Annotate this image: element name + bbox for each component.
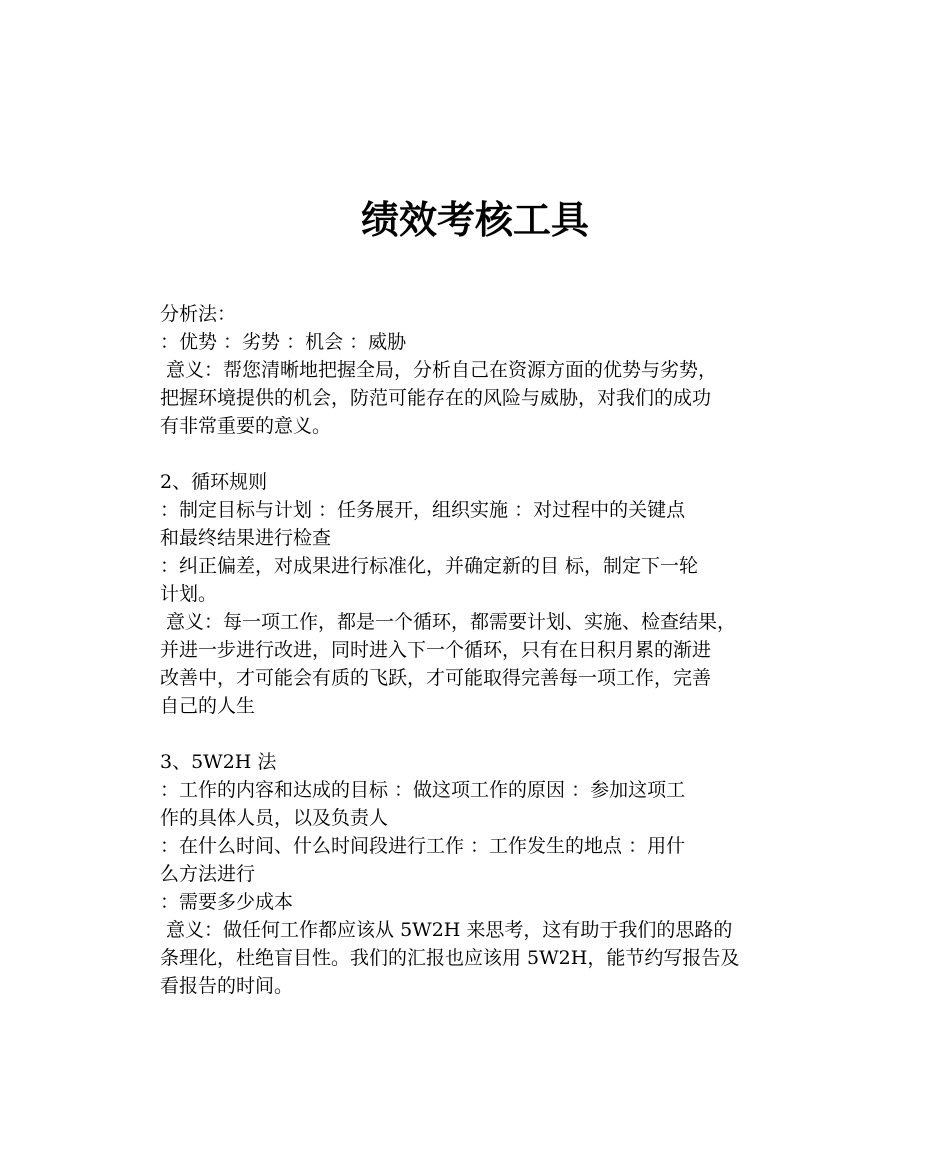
section-cycle-rule (160, 468, 800, 720)
section-items: 么方法进行 (160, 863, 256, 885)
section-swot (160, 300, 800, 440)
meaning-text: 有非常重要的意义。 (160, 415, 332, 437)
section-items: 作的具体人员，以及负责人 (160, 807, 389, 829)
section-5w2h (160, 748, 800, 1000)
paragraph-spacer (160, 440, 800, 468)
section-items: 计划。 (160, 583, 218, 605)
meaning-text: 把握环境提供的机会，防范可能存在的风险与威胁，对我们的成功 (160, 387, 712, 409)
section-heading: 2、循环规则 (160, 471, 268, 493)
section-items: ：优势 ：劣势 ：机会 ：威胁 (160, 331, 407, 353)
meaning-text: 改善中，才可能会有质的飞跃，才可能取得完善每一项工作，完善 (160, 667, 712, 689)
section-items: ：工作的内容和达成的目标 ：做这项工作的原因 ：参加这项工 (160, 779, 686, 801)
meaning-text: 并进一步进行改进，同时进入下一个循环，只有在日积月累的渐进 (160, 639, 712, 661)
meaning-text: 自己的人生 (160, 695, 256, 717)
meaning-text: 条理化，杜绝盲目性。我们的汇报也应该用 5W2H，能节约写报告及 (160, 947, 740, 969)
meaning-text: 意义：做任何工作都应该从 5W2H 来思考，这有助于我们的思路的 (160, 919, 733, 941)
paragraph-spacer (160, 720, 800, 748)
section-heading: 3、5W2H 法 (160, 751, 277, 773)
document-body (160, 300, 800, 1000)
section-items: ：需要多少成本 (160, 891, 294, 913)
meaning-text: 意义：帮您清晰地把握全局，分析自己在资源方面的优势与劣势， (160, 359, 718, 381)
section-items: ：制定目标与计划 ：任务展开，组织实施 ：对过程中的关键点 (160, 499, 686, 521)
section-items: ：纠正偏差，对成果进行标准化，并确定新的目 标，制定下一轮 (160, 555, 699, 577)
section-heading: 分析法： (160, 303, 237, 325)
section-items: ：在什么时间、什么时间段进行工作 ：工作发生的地点 ：用什 (160, 835, 686, 857)
section-items: 和最终结果进行检查 (160, 527, 332, 549)
meaning-text: 看报告的时间。 (160, 975, 294, 997)
meaning-text: 意义：每一项工作，都是一个循环，都需要计划、实施、检查结果， (160, 611, 737, 633)
document-title: 绩效考核工具 (360, 197, 589, 242)
